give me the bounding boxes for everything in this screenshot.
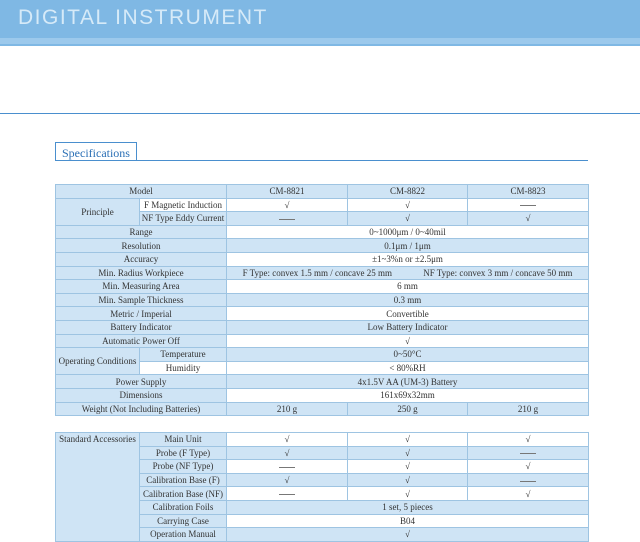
weight-cm8822: 250 g xyxy=(348,402,468,416)
check-mark: √ xyxy=(348,446,468,460)
min-area-value: 6 mm xyxy=(227,280,589,294)
not-available-dash xyxy=(468,198,589,212)
min-radius-label: Min. Radius Workpiece xyxy=(56,266,227,280)
table-row xyxy=(56,402,589,416)
humidity-value: < 80%RH xyxy=(227,361,589,375)
accuracy-label: Accuracy xyxy=(56,252,227,266)
table-row xyxy=(56,375,589,389)
resolution-value: 0.1μm / 1μm xyxy=(227,239,589,253)
carrying-case-value: B04 xyxy=(227,514,589,528)
check-mark: √ xyxy=(348,433,468,447)
min-thickness-label: Min. Sample Thickness xyxy=(56,293,227,307)
weight-label: Weight (Not Including Batteries) xyxy=(56,402,227,416)
model-header: Model xyxy=(56,185,227,199)
battery-label: Battery Indicator xyxy=(56,320,227,334)
check-mark: √ xyxy=(468,433,589,447)
accuracy-value: ±1~3%n or ±2.5μm xyxy=(227,252,589,266)
humidity-label: Humidity xyxy=(140,361,227,375)
header-stripe xyxy=(0,38,640,44)
temperature-label: Temperature xyxy=(140,348,227,362)
principle-label: Principle xyxy=(56,198,140,225)
check-mark: √ xyxy=(227,528,589,542)
accessories-group-label: Standard Accessories xyxy=(56,433,140,542)
check-mark: √ xyxy=(227,334,589,348)
check-mark: √ xyxy=(348,198,468,212)
carrying-case-label: Carrying Case xyxy=(140,514,227,528)
table-row xyxy=(56,185,589,199)
table-row xyxy=(56,225,589,239)
model-cm8822: CM-8822 xyxy=(348,185,468,199)
not-available-dash xyxy=(227,487,348,501)
table-row xyxy=(56,280,589,294)
range-label: Range xyxy=(56,225,227,239)
cal-base-f-label: Calibration Base (F) xyxy=(140,473,227,487)
battery-value: Low Battery Indicator xyxy=(227,320,589,334)
dimensions-label: Dimensions xyxy=(56,388,227,402)
check-mark: √ xyxy=(468,212,589,226)
range-value: 0~1000μm / 0~40mil xyxy=(227,225,589,239)
dimensions-value: 161x69x32mm xyxy=(227,388,589,402)
probe-nf-label: Probe (NF Type) xyxy=(140,460,227,474)
cal-foils-label: Calibration Foils xyxy=(140,500,227,514)
table-row xyxy=(56,307,589,321)
table-row xyxy=(56,293,589,307)
metric-label: Metric / Imperial xyxy=(56,307,227,321)
main-unit-label: Main Unit xyxy=(140,433,227,447)
f-magnetic-label: F Magnetic Induction xyxy=(140,198,227,212)
model-cm8823: CM-8823 xyxy=(468,185,589,199)
min-radius-f: F Type: convex 1.5 mm / concave 25 mm xyxy=(242,267,393,278)
not-available-dash xyxy=(227,460,348,474)
temperature-value: 0~50°C xyxy=(227,348,589,362)
not-available-dash xyxy=(468,473,589,487)
table-row xyxy=(56,252,589,266)
min-area-label: Min. Measuring Area xyxy=(56,280,227,294)
check-mark: √ xyxy=(348,487,468,501)
cal-foils-value: 1 set, 5 pieces xyxy=(227,500,589,514)
operating-conditions-label: Operating Conditions xyxy=(56,348,140,375)
check-mark: √ xyxy=(348,460,468,474)
manual-label: Operation Manual xyxy=(140,528,227,542)
table-row xyxy=(56,433,589,447)
not-available-dash xyxy=(227,212,348,226)
check-mark: √ xyxy=(348,212,468,226)
not-available-dash xyxy=(468,446,589,460)
weight-cm8821: 210 g xyxy=(227,402,348,416)
nf-eddy-label: NF Type Eddy Current xyxy=(140,212,227,226)
section-title: Specifications xyxy=(55,142,137,161)
header-rule xyxy=(0,113,640,114)
table-row xyxy=(56,320,589,334)
model-cm8821: CM-8821 xyxy=(227,185,348,199)
power-label: Power Supply xyxy=(56,375,227,389)
auto-off-label: Automatic Power Off xyxy=(56,334,227,348)
table-row xyxy=(56,198,589,212)
min-radius-value xyxy=(227,266,589,280)
check-mark: √ xyxy=(227,473,348,487)
check-mark: √ xyxy=(227,446,348,460)
accessories-table xyxy=(55,432,589,542)
min-thickness-value: 0.3 mm xyxy=(227,293,589,307)
check-mark: √ xyxy=(227,198,348,212)
cal-base-nf-label: Calibration Base (NF) xyxy=(140,487,227,501)
table-row xyxy=(56,239,589,253)
table-row xyxy=(56,388,589,402)
header-title: DIGITAL INSTRUMENT xyxy=(18,6,268,29)
weight-cm8823: 210 g xyxy=(468,402,589,416)
check-mark: √ xyxy=(468,487,589,501)
check-mark: √ xyxy=(468,460,589,474)
resolution-label: Resolution xyxy=(56,239,227,253)
section-underline xyxy=(55,160,588,161)
table-row xyxy=(56,334,589,348)
metric-value: Convertible xyxy=(227,307,589,321)
check-mark: √ xyxy=(348,473,468,487)
table-row xyxy=(56,266,589,280)
min-radius-nf: NF Type: convex 3 mm / concave 50 mm xyxy=(423,267,573,278)
probe-f-label: Probe (F Type) xyxy=(140,446,227,460)
check-mark: √ xyxy=(227,433,348,447)
table-row xyxy=(56,348,589,362)
power-value: 4x1.5V AA (UM-3) Battery xyxy=(227,375,589,389)
specs-table xyxy=(55,184,589,416)
